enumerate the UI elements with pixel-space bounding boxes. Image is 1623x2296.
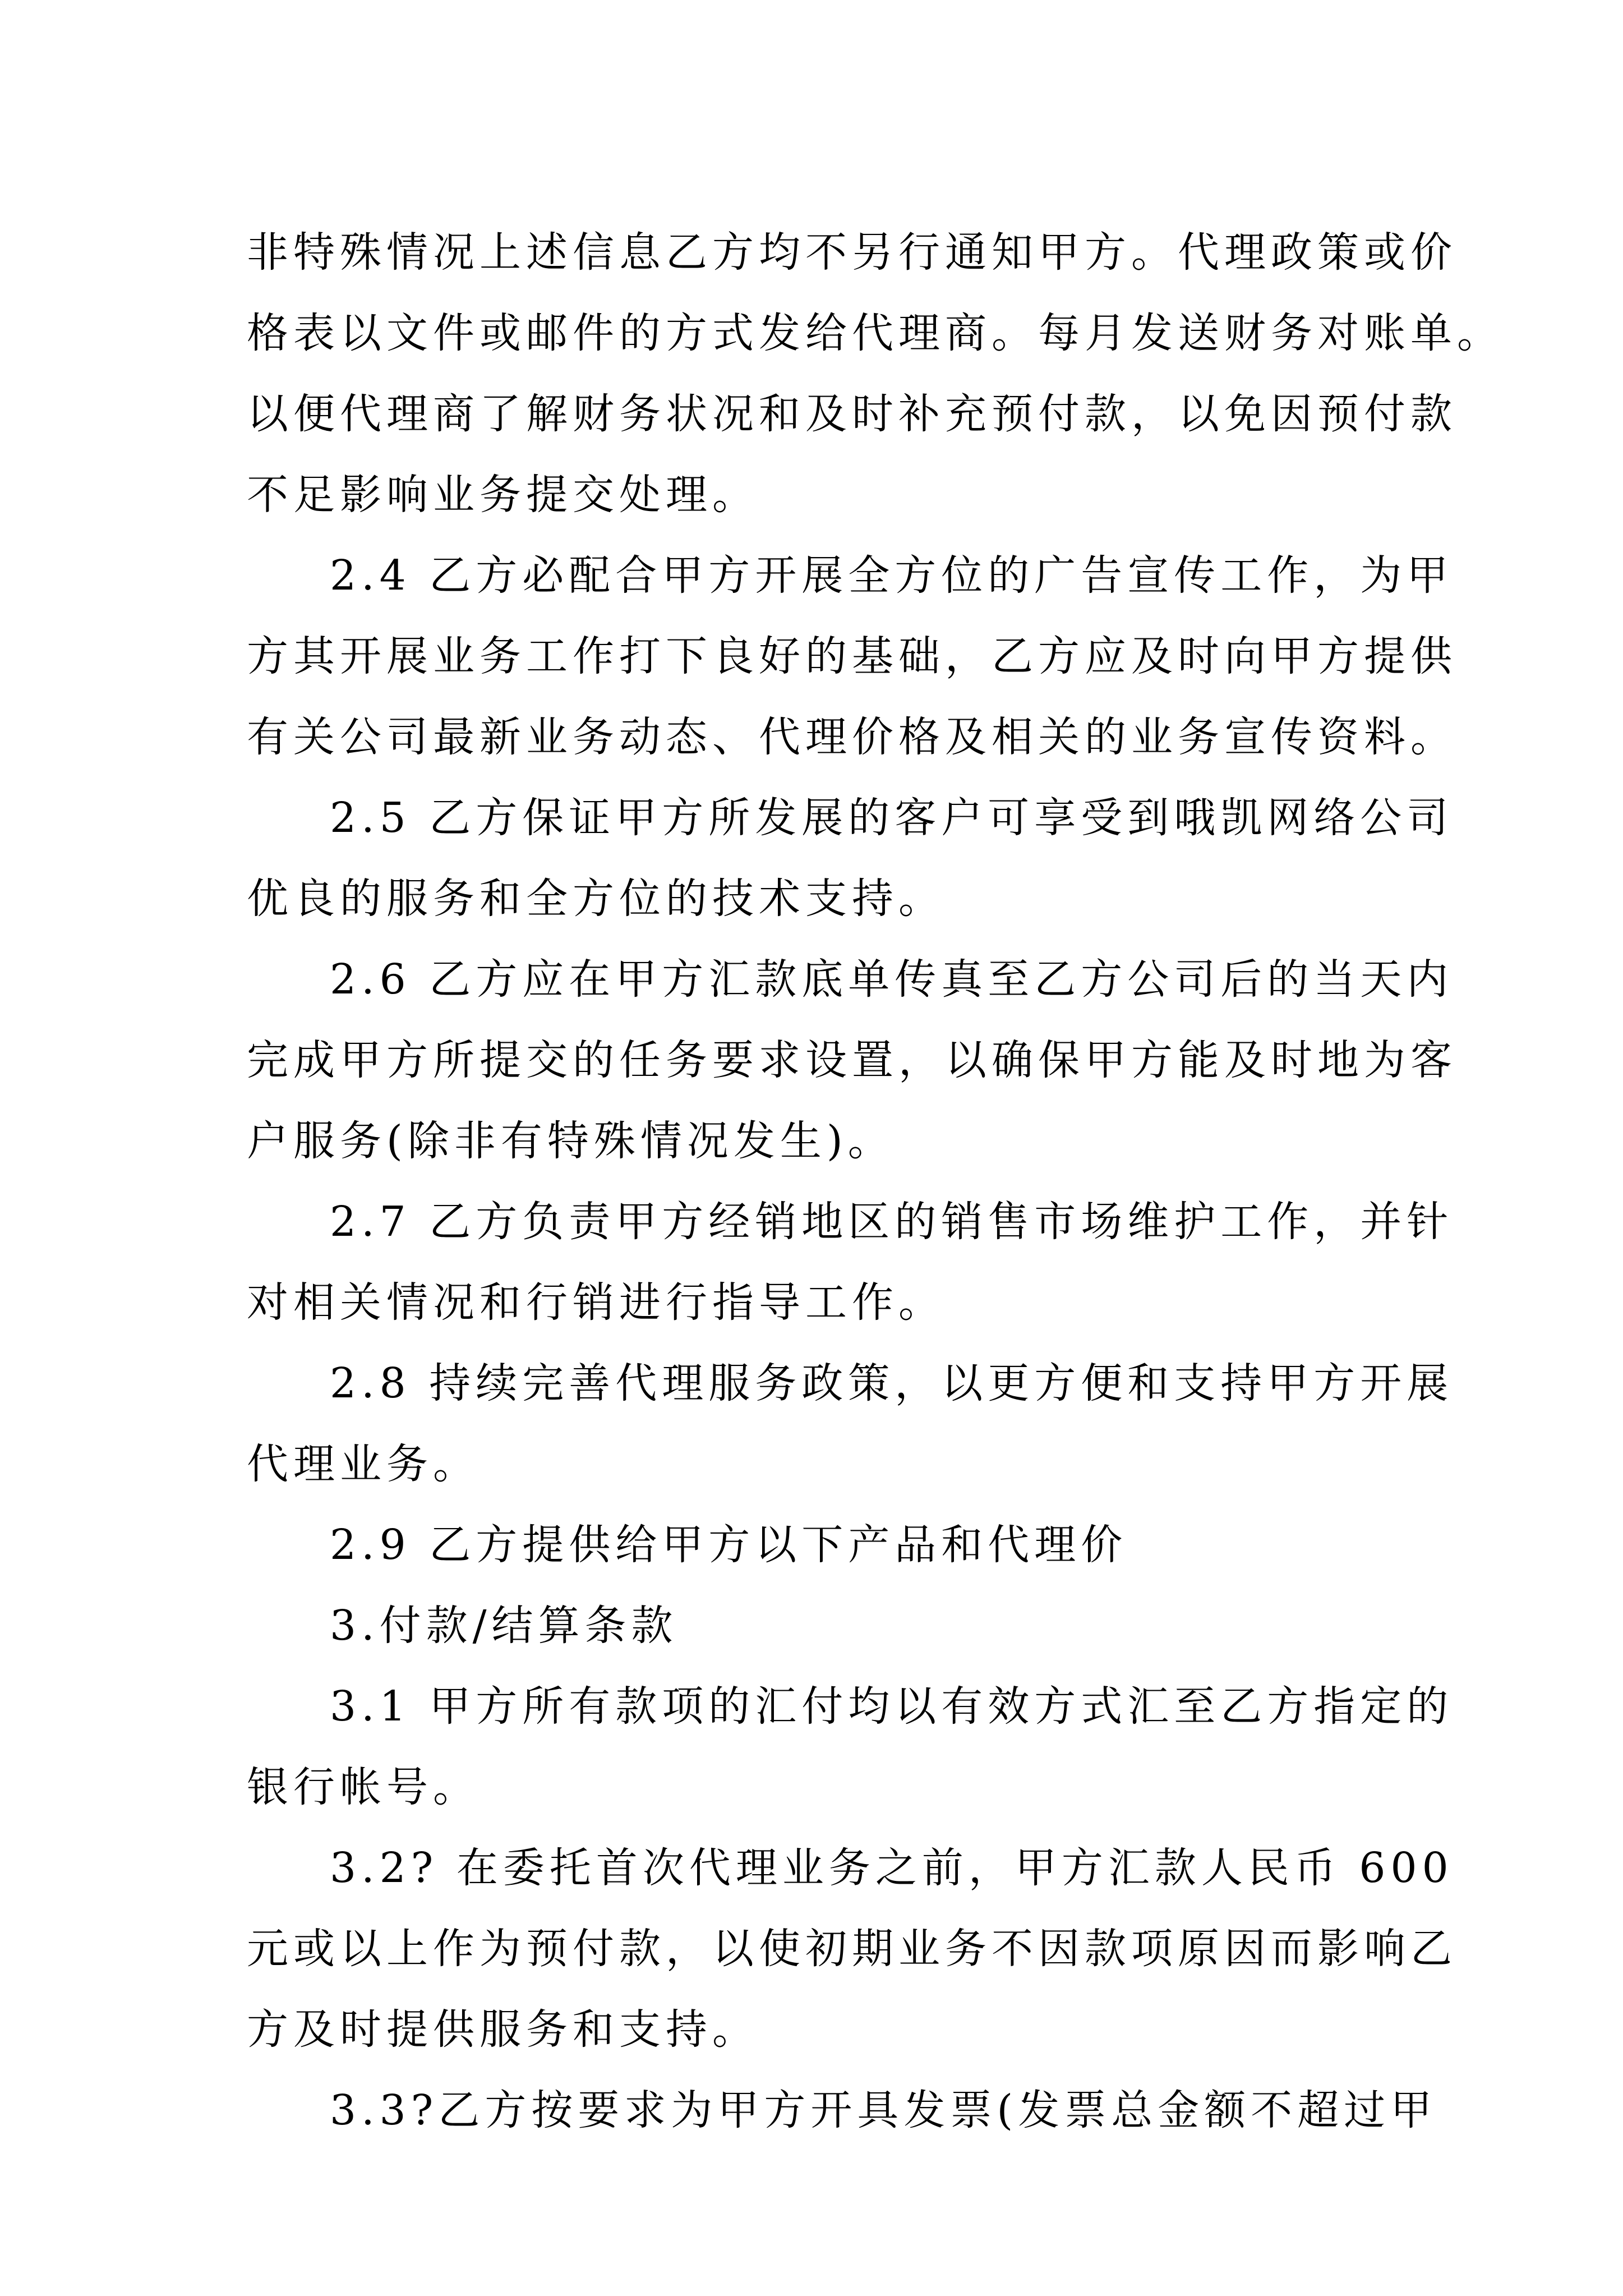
paragraph-clause-3-1 — [247, 1666, 1454, 1828]
paragraph-clause-2-8 — [247, 1343, 1454, 1504]
text-line: 2.4 乙方必配合甲方开展全方位的广告宣传工作，为甲 — [330, 551, 1454, 600]
text-line: 银行帐号。 — [247, 1763, 479, 1811]
text-line: 优良的服务和全方位的技术支持。 — [247, 875, 945, 923]
document-body — [247, 212, 1504, 2151]
text-line: 2.8 持续完善代理服务政策，以更方便和支持甲方开展 — [330, 1359, 1454, 1407]
text-line: 对相关情况和行销进行指导工作。 — [247, 1278, 945, 1327]
text-line: 3.2? 在委托首次代理业务之前，甲方汇款人民币 600 — [330, 1844, 1454, 1892]
paragraph-clause-2-4 — [247, 535, 1457, 777]
text-line: 方及时提供服务和支持。 — [247, 2005, 759, 2054]
text-line: 2.9 乙方提供给甲方以下产品和代理价 — [330, 1521, 1128, 1569]
text-line: 2.7 乙方负责甲方经销地区的销售市场维护工作，并针 — [330, 1198, 1454, 1246]
section-heading-payment-terms — [247, 1585, 1436, 1666]
paragraph-agency-policy-notice — [247, 212, 1504, 535]
text-line: 格表以文件或邮件的方式发给代理商。每月发送财务对账单。 — [247, 309, 1504, 357]
paragraph-clause-2-9 — [247, 1504, 1436, 1585]
text-line: 3.付款/结算条款 — [330, 1602, 678, 1650]
text-line: 2.5 乙方保证甲方所发展的客户可享受到哦凯网络公司 — [330, 794, 1454, 842]
paragraph-clause-3-3 — [247, 2070, 1436, 2151]
text-line: 非特殊情况上述信息乙方均不另行通知甲方。代理政策或价 — [247, 228, 1457, 277]
paragraph-clause-2-7 — [247, 1181, 1454, 1343]
text-line: 3.3?乙方按要求为甲方开具发票(发票总金额不超过甲 — [330, 2086, 1437, 2134]
paragraph-clause-2-6 — [247, 939, 1457, 1181]
text-line: 2.6 乙方应在甲方汇款底单传真至乙方公司后的当天内 — [330, 955, 1454, 1004]
text-line: 有关公司最新业务动态、代理价格及相关的业务宣传资料。 — [247, 713, 1457, 761]
paragraph-clause-3-2 — [247, 1828, 1457, 2070]
paragraph-clause-2-5 — [247, 777, 1454, 939]
text-line: 3.1 甲方所有款项的汇付均以有效方式汇至乙方指定的 — [330, 1682, 1454, 1731]
text-line: 元或以上作为预付款，以使初期业务不因款项原因而影响乙 — [247, 1925, 1457, 1973]
text-line: 户服务(除非有特殊情况发生)。 — [247, 1117, 895, 1165]
text-line: 方其开展业务工作打下良好的基础，乙方应及时向甲方提供 — [247, 632, 1457, 680]
text-line: 完成甲方所提交的任务要求设置，以确保甲方能及时地为客 — [247, 1036, 1457, 1084]
text-line: 以便代理商了解财务状况和及时补充预付款，以免因预付款 — [247, 390, 1457, 438]
text-line: 不足影响业务提交处理。 — [247, 471, 759, 519]
text-line: 代理业务。 — [247, 1440, 479, 1488]
